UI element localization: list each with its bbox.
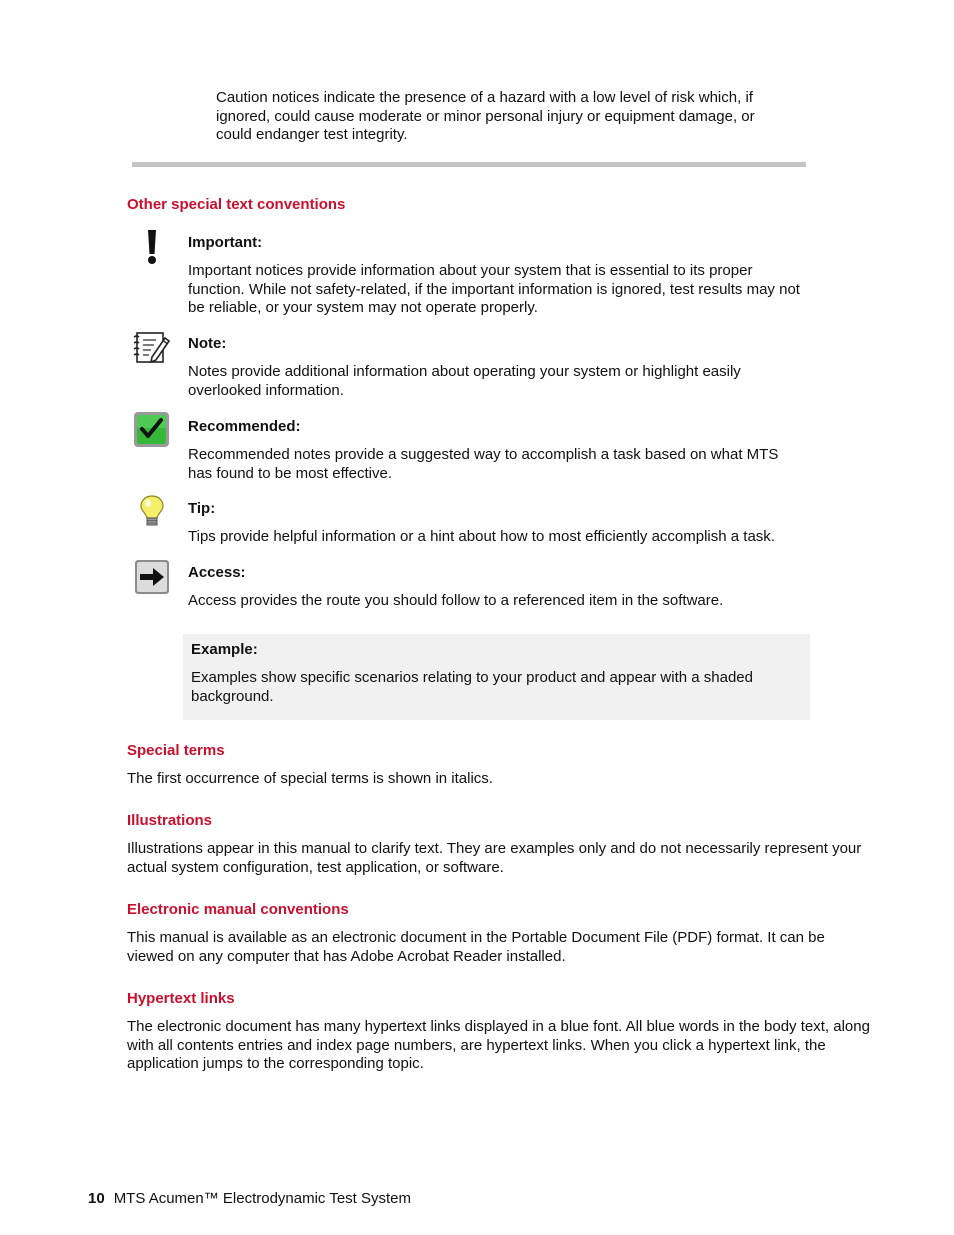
- important-label: Important:: [188, 234, 263, 251]
- electronic-manual-text: This manual is available as an electronic document in the Portable Document File (PDF) format. It can be viewed on any computer that has Adobe Acrobat Reader installed.: [127, 929, 825, 965]
- page-footer: [88, 1190, 411, 1208]
- section-divider: [132, 162, 806, 167]
- exclamation-icon: [142, 228, 162, 266]
- document-title: MTS Acumen™ Electrodynamic Test System: [113, 1190, 412, 1207]
- lightbulb-icon: [139, 494, 165, 528]
- special-terms-text: The first occurrence of special terms is shown in italics.: [127, 770, 493, 787]
- example-text: Examples show specific scenarios relating to your product and appear with a shaded background.: [191, 669, 753, 705]
- illustrations-heading: Illustrations: [127, 812, 213, 829]
- example-label: Example:: [191, 641, 258, 658]
- access-label: Access:: [188, 564, 246, 581]
- notepad-pencil-icon: [132, 329, 170, 365]
- illustrations-text: Illustrations appear in this manual to clarify text. They are examples only and do not necessarily represent your actual system configuration, test application, or software.: [127, 840, 862, 876]
- caution-text: Caution notices indicate the presence of a hazard with a low level of risk which, if ignored, could cause moderate or minor personal injury or equipment damage, or could endanger test integrity.: [216, 89, 755, 143]
- note-label: Note:: [188, 335, 227, 352]
- note-text: Notes provide additional information about operating your system or highlight easily overlooked information.: [188, 363, 741, 399]
- tip-label: Tip:: [188, 500, 216, 517]
- tip-text: Tips provide helpful information or a hint about how to most efficiently accomplish a task.: [188, 528, 775, 545]
- arrow-right-icon: [134, 559, 170, 595]
- access-text: Access provides the route you should follow to a referenced item in the software.: [188, 592, 724, 609]
- recommended-label: Recommended:: [188, 418, 301, 435]
- hypertext-links-text: The electronic document has many hypertext links displayed in a blue font. All blue words in the body text, along with all contents entries and index page numbers, are hypertext links. When you click a hypertext link, the application jumps to the corresponding topic.: [127, 1018, 870, 1072]
- important-text: Important notices provide information about your system that is essential to its proper function. While not safety-related, if the important information is ignored, test results may not be reliable, or your system may not operate properly.: [188, 262, 800, 316]
- hypertext-links-heading: Hypertext links: [127, 990, 235, 1007]
- electronic-manual-heading: Electronic manual conventions: [127, 901, 349, 918]
- other-conventions-heading: Other special text conventions: [127, 196, 346, 213]
- page-number: 10: [88, 1190, 105, 1207]
- special-terms-heading: Special terms: [127, 742, 225, 759]
- recommended-text: Recommended notes provide a suggested way to accomplish a task based on what MTS has found to be most effective.: [188, 446, 779, 482]
- green-checkmark-icon: [133, 411, 170, 448]
